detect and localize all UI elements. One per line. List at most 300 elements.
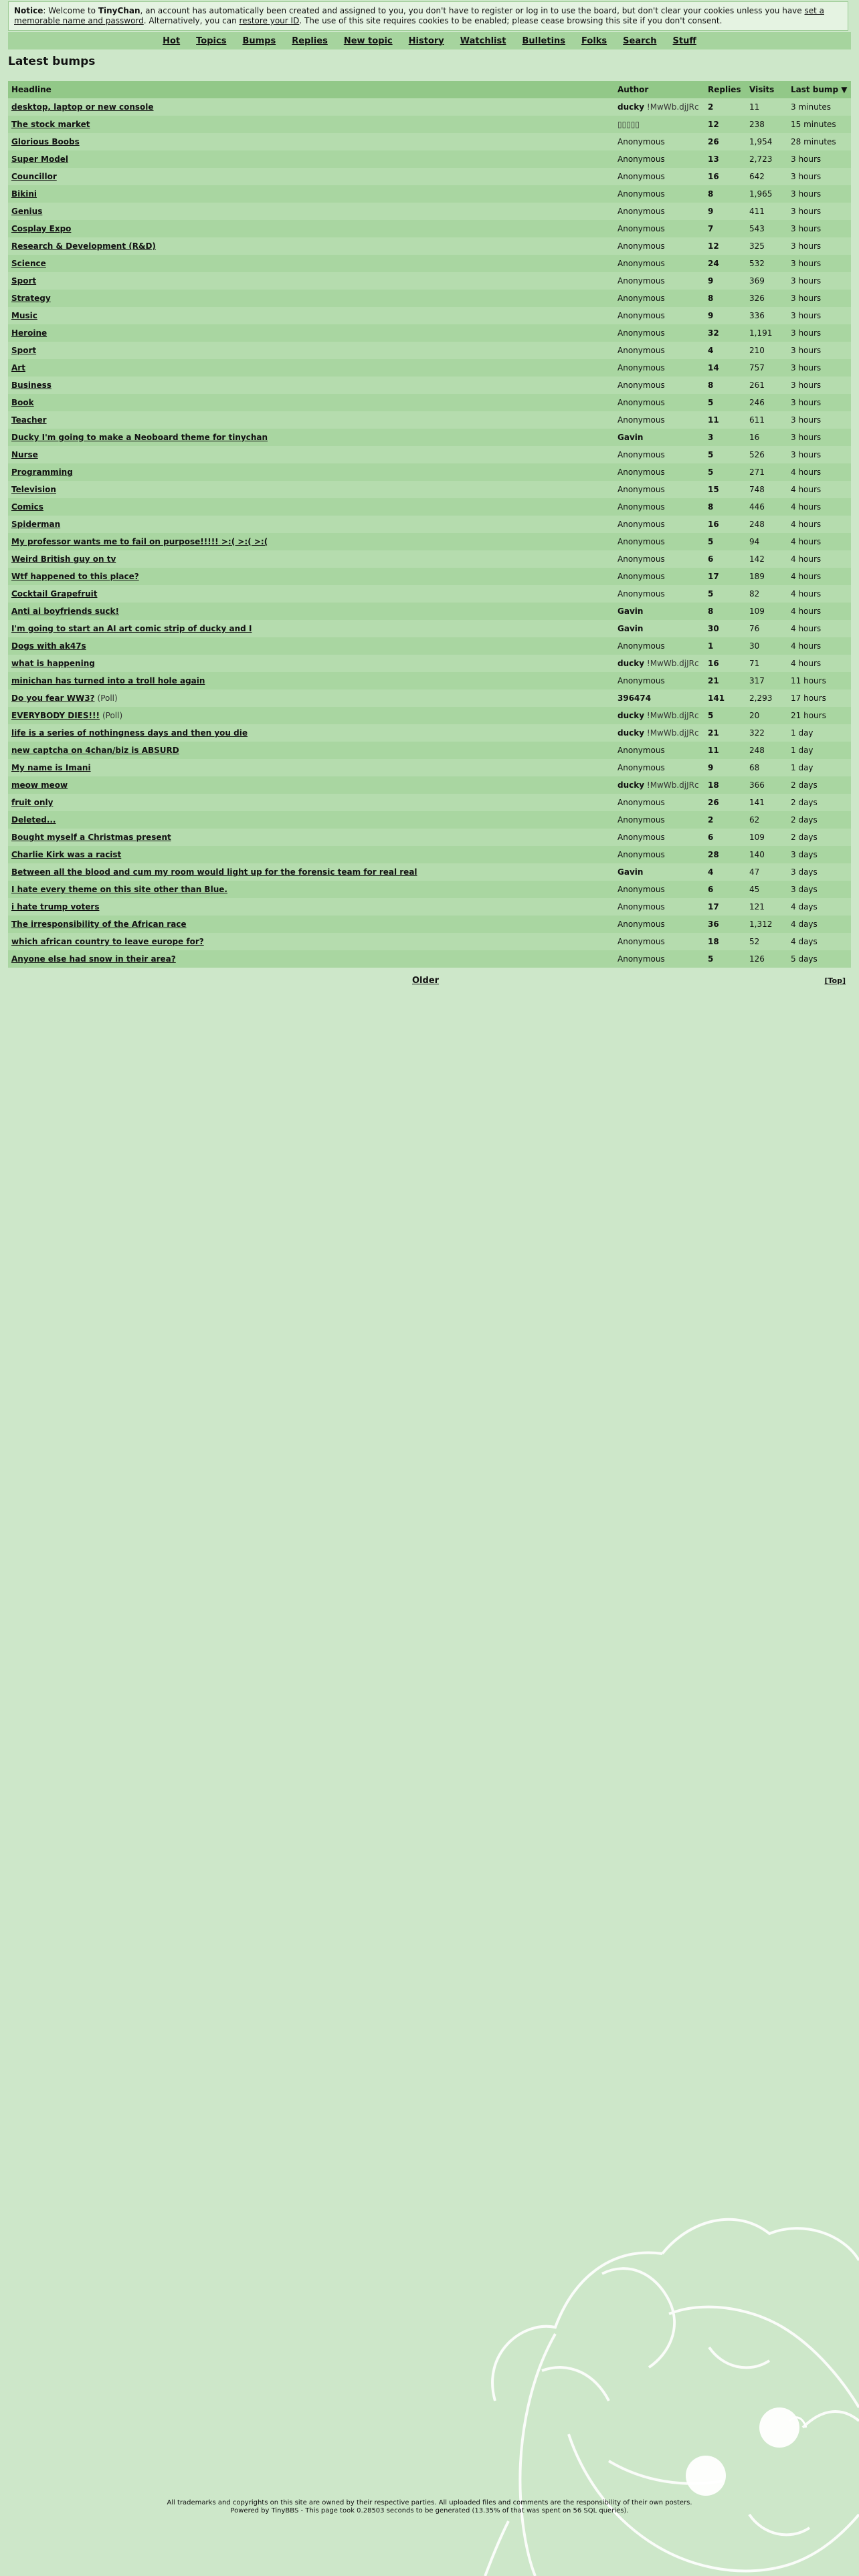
- author-name: Anonymous: [617, 381, 665, 390]
- topic-link[interactable]: Science: [11, 259, 46, 268]
- replies-cell: 5: [704, 950, 746, 968]
- replies-cell: 30: [704, 620, 746, 637]
- visits-cell: 140: [746, 846, 787, 863]
- author-name: Anonymous: [617, 920, 665, 929]
- author-name: Anonymous: [617, 363, 665, 372]
- visits-cell: 45: [746, 881, 787, 898]
- visits-cell: 82: [746, 585, 787, 603]
- author-name: ducky: [617, 780, 645, 790]
- author-cell: [614, 672, 704, 689]
- author-cell: [614, 463, 704, 481]
- headline-cell: [8, 655, 614, 672]
- last-bump-cell: 3 hours: [787, 359, 851, 377]
- last-bump-cell: 3 hours: [787, 446, 851, 463]
- last-bump-cell: 3 hours: [787, 220, 851, 237]
- top-link[interactable]: [Top]: [824, 976, 846, 985]
- visits-cell: 411: [746, 203, 787, 220]
- last-bump-cell: 1 day: [787, 759, 851, 776]
- poll-tag: (Poll): [97, 693, 118, 703]
- replies-cell: 6: [704, 550, 746, 568]
- topic-link[interactable]: new captcha on 4chan/biz is ABSURD: [11, 746, 179, 755]
- table-row: [8, 498, 851, 516]
- headline-cell: [8, 377, 614, 394]
- author-cell: [614, 429, 704, 446]
- replies-cell: 9: [704, 272, 746, 290]
- author-name: Gavin: [617, 867, 644, 877]
- last-bump-cell: 3 hours: [787, 307, 851, 324]
- table-row: [8, 98, 851, 116]
- last-bump-cell: 3 hours: [787, 168, 851, 185]
- author-cell: [614, 498, 704, 516]
- last-bump-cell: 3 hours: [787, 150, 851, 168]
- author-cell: [614, 794, 704, 811]
- headline-cell: [8, 411, 614, 429]
- author-cell: [614, 568, 704, 585]
- replies-cell: 16: [704, 516, 746, 533]
- replies-cell: 6: [704, 829, 746, 846]
- topic-link[interactable]: Business: [11, 381, 52, 390]
- notice-text: . Alternatively, you can: [143, 16, 240, 25]
- author-name: Anonymous: [617, 450, 665, 459]
- column-header-last-bump[interactable]: Last bump ▼: [787, 81, 851, 98]
- headline-cell: [8, 516, 614, 533]
- menu-item-bulletins[interactable]: Bulletins: [522, 35, 566, 46]
- headline-cell: [8, 168, 614, 185]
- topic-link[interactable]: EVERYBODY DIES!!!: [11, 711, 100, 720]
- visits-cell: 16: [746, 429, 787, 446]
- author-cell: [614, 950, 704, 968]
- table-row: [8, 637, 851, 655]
- last-bump-cell: 2 days: [787, 776, 851, 794]
- replies-cell: 5: [704, 446, 746, 463]
- headline-cell: [8, 394, 614, 411]
- replies-cell: 3: [704, 429, 746, 446]
- replies-cell: 18: [704, 776, 746, 794]
- author-cell: [614, 533, 704, 550]
- author-cell: [614, 237, 704, 255]
- author-name: Anonymous: [617, 641, 665, 651]
- headline-cell: [8, 916, 614, 933]
- table-row: [8, 481, 851, 498]
- topic-link[interactable]: Sport: [11, 276, 37, 286]
- author-cell: [614, 394, 704, 411]
- topic-link[interactable]: Comics: [11, 502, 43, 512]
- headline-cell: [8, 446, 614, 463]
- visits-cell: 210: [746, 342, 787, 359]
- author-cell: [614, 585, 704, 603]
- author-tripcode: ▯▯▯▯▯: [617, 120, 640, 129]
- last-bump-cell: 3 hours: [787, 203, 851, 220]
- table-row: [8, 724, 851, 742]
- topic-link[interactable]: Glorious Boobs: [11, 137, 80, 146]
- table-row: [8, 689, 851, 707]
- author-cell: [614, 290, 704, 307]
- author-name: Anonymous: [617, 241, 665, 251]
- topic-link[interactable]: what is happening: [11, 659, 95, 668]
- notice-site-name: TinyChan: [98, 6, 140, 15]
- visits-cell: 1,191: [746, 324, 787, 342]
- menu-item-history[interactable]: History: [408, 35, 444, 46]
- author-name: Anonymous: [617, 902, 665, 911]
- author-name: Anonymous: [617, 746, 665, 755]
- author-name: Anonymous: [617, 676, 665, 685]
- table-row: [8, 829, 851, 846]
- author-cell: [614, 185, 704, 203]
- replies-cell: 5: [704, 394, 746, 411]
- author-name: Anonymous: [617, 276, 665, 286]
- author-name: Anonymous: [617, 259, 665, 268]
- replies-cell: 13: [704, 150, 746, 168]
- visits-cell: 238: [746, 116, 787, 133]
- topic-link[interactable]: My professor wants me to fail on purpose!!!!! >:( >:( >:(: [11, 537, 268, 546]
- topic-link[interactable]: Heroine: [11, 328, 47, 338]
- replies-cell: 12: [704, 237, 746, 255]
- headline-cell: [8, 290, 614, 307]
- footer-powered-by: Powered by TinyBBS - This page took 0.28503 seconds to be generated (13.35% of that was spent on 56 SQL queries).: [230, 2507, 629, 2514]
- topic-link[interactable]: Programming: [11, 467, 73, 477]
- last-bump-cell: 2 days: [787, 794, 851, 811]
- table-row: [8, 672, 851, 689]
- visits-cell: 526: [746, 446, 787, 463]
- table-row: [8, 933, 851, 950]
- table-row: [8, 742, 851, 759]
- table-row: [8, 237, 851, 255]
- author-name: ducky: [617, 711, 645, 720]
- visits-cell: 748: [746, 481, 787, 498]
- topic-link[interactable]: Spiderman: [11, 520, 61, 529]
- author-cell: [614, 307, 704, 324]
- last-bump-cell: 3 days: [787, 846, 851, 863]
- visits-cell: 2,723: [746, 150, 787, 168]
- topic-link[interactable]: The irresponsibility of the African race: [11, 920, 187, 929]
- menu-item-new-topic[interactable]: New topic: [343, 35, 393, 46]
- last-bump-cell: 4 hours: [787, 655, 851, 672]
- table-row: [8, 898, 851, 916]
- author-name: Anonymous: [617, 833, 665, 842]
- replies-cell: 28: [704, 846, 746, 863]
- topic-link[interactable]: Bought myself a Christmas present: [11, 833, 171, 842]
- last-bump-cell: 15 minutes: [787, 116, 851, 133]
- replies-cell: 9: [704, 759, 746, 776]
- replies-cell: 26: [704, 794, 746, 811]
- topic-link[interactable]: Anti ai boyfriends suck!: [11, 607, 119, 616]
- table-row: [8, 776, 851, 794]
- visits-cell: 20: [746, 707, 787, 724]
- visits-cell: 248: [746, 516, 787, 533]
- column-header-headline: Headline: [8, 81, 614, 98]
- visits-cell: 76: [746, 620, 787, 637]
- table-row: [8, 359, 851, 377]
- last-bump-cell: 3 hours: [787, 290, 851, 307]
- author-cell: [614, 863, 704, 881]
- topic-link[interactable]: Strategy: [11, 294, 51, 303]
- author-name: Anonymous: [617, 294, 665, 303]
- author-name: Anonymous: [617, 207, 665, 216]
- last-bump-cell: 1 day: [787, 724, 851, 742]
- replies-cell: 12: [704, 116, 746, 133]
- menu-item-hot[interactable]: Hot: [163, 35, 181, 46]
- table-row: [8, 950, 851, 968]
- topic-link[interactable]: Ducky I'm going to make a Neoboard theme for tinychan: [11, 433, 268, 442]
- author-name: Anonymous: [617, 885, 665, 894]
- last-bump-cell: 3 hours: [787, 272, 851, 290]
- menu-item-topics[interactable]: Topics: [196, 35, 227, 46]
- set-memorable-name-link[interactable]: set a memorable name and password: [14, 6, 824, 25]
- author-cell: [614, 759, 704, 776]
- visits-cell: 1,965: [746, 185, 787, 203]
- topic-link[interactable]: Nurse: [11, 450, 38, 459]
- headline-cell: [8, 881, 614, 898]
- visits-cell: 142: [746, 550, 787, 568]
- topic-link[interactable]: Sport: [11, 346, 37, 355]
- headline-cell: [8, 603, 614, 620]
- menu-item-search[interactable]: Search: [623, 35, 657, 46]
- author-name: ducky: [617, 102, 645, 112]
- last-bump-cell: 17 hours: [787, 689, 851, 707]
- replies-cell: 36: [704, 916, 746, 933]
- topic-link[interactable]: Cocktail Grapefruit: [11, 589, 98, 599]
- topic-link[interactable]: Genius: [11, 207, 43, 216]
- author-cell: [614, 689, 704, 707]
- topic-link[interactable]: Dogs with ak47s: [11, 641, 86, 651]
- table-row: [8, 585, 851, 603]
- headline-cell: [8, 950, 614, 968]
- last-bump-cell: 4 hours: [787, 463, 851, 481]
- last-bump-cell: 4 days: [787, 898, 851, 916]
- notice-label: Notice: [14, 6, 43, 15]
- author-name: Anonymous: [617, 798, 665, 807]
- replies-cell: 9: [704, 203, 746, 220]
- headline-cell: [8, 689, 614, 707]
- topic-link[interactable]: Teacher: [11, 415, 47, 425]
- headline-cell: [8, 724, 614, 742]
- topic-link[interactable]: Anyone else had snow in their area?: [11, 954, 176, 964]
- replies-cell: 6: [704, 881, 746, 898]
- replies-cell: 18: [704, 933, 746, 950]
- replies-cell: 7: [704, 220, 746, 237]
- author-cell: [614, 342, 704, 359]
- footer-copyright: All trademarks and copyrights on this site are owned by their respective parties. All uploaded files and comments are the responsibility of their own posters.: [167, 2499, 692, 2506]
- last-bump-cell: 4 hours: [787, 550, 851, 568]
- visits-cell: 248: [746, 742, 787, 759]
- author-cell: [614, 550, 704, 568]
- visits-cell: 2,293: [746, 689, 787, 707]
- author-name: Anonymous: [617, 815, 665, 825]
- headline-cell: [8, 637, 614, 655]
- last-bump-cell: 4 days: [787, 933, 851, 950]
- menu-item-folks[interactable]: Folks: [581, 35, 607, 46]
- author-cell: [614, 98, 704, 116]
- author-tripcode: !MwWb.djJRc: [646, 659, 699, 668]
- headline-cell: [8, 116, 614, 133]
- table-row: [8, 568, 851, 585]
- topic-link[interactable]: My name is Imani: [11, 763, 91, 772]
- author-tripcode: !MwWb.djJRc: [646, 711, 699, 720]
- last-bump-cell: 3 hours: [787, 324, 851, 342]
- replies-cell: 17: [704, 568, 746, 585]
- menu-item-replies[interactable]: Replies: [292, 35, 328, 46]
- author-cell: [614, 516, 704, 533]
- visits-cell: 325: [746, 237, 787, 255]
- replies-cell: 11: [704, 742, 746, 759]
- author-cell: [614, 255, 704, 272]
- restore-id-link[interactable]: restore your ID: [239, 16, 300, 25]
- table-row: [8, 429, 851, 446]
- author-name: Anonymous: [617, 467, 665, 477]
- menu-item-stuff[interactable]: Stuff: [672, 35, 696, 46]
- author-cell: [614, 811, 704, 829]
- topic-link[interactable]: Book: [11, 398, 34, 407]
- replies-cell: 17: [704, 898, 746, 916]
- visits-cell: 52: [746, 933, 787, 950]
- replies-cell: 26: [704, 133, 746, 150]
- author-name: Anonymous: [617, 346, 665, 355]
- footer: [0, 2499, 859, 2515]
- menu-item-bumps[interactable]: Bumps: [242, 35, 276, 46]
- author-name: Anonymous: [617, 572, 665, 581]
- visits-cell: 30: [746, 637, 787, 655]
- headline-cell: [8, 829, 614, 846]
- table-row: [8, 846, 851, 863]
- author-cell: [614, 116, 704, 133]
- older-page-link[interactable]: Older: [412, 976, 440, 986]
- headline-cell: [8, 272, 614, 290]
- menu-item-watchlist[interactable]: Watchlist: [460, 35, 506, 46]
- headline-cell: [8, 585, 614, 603]
- last-bump-cell: 2 days: [787, 829, 851, 846]
- author-tripcode: !MwWb.djJRc: [646, 102, 699, 112]
- headline-cell: [8, 811, 614, 829]
- table-row: [8, 533, 851, 550]
- topic-link[interactable]: Bikini: [11, 189, 37, 199]
- topic-link[interactable]: life is a series of nothingness days and then you die: [11, 728, 248, 738]
- table-row: [8, 290, 851, 307]
- visits-cell: 366: [746, 776, 787, 794]
- author-name: ducky: [617, 659, 645, 668]
- topic-link[interactable]: I hate every theme on this site other than Blue.: [11, 885, 227, 894]
- last-bump-cell: 4 hours: [787, 585, 851, 603]
- author-name: Anonymous: [617, 311, 665, 320]
- last-bump-cell: 4 hours: [787, 533, 851, 550]
- author-name: Gavin: [617, 624, 644, 633]
- topic-link[interactable]: Research & Development (R&D): [11, 241, 156, 251]
- last-bump-cell: 3 hours: [787, 394, 851, 411]
- main-menu: [8, 32, 851, 49]
- visits-cell: 47: [746, 863, 787, 881]
- table-row: [8, 394, 851, 411]
- topic-link[interactable]: minichan has turned into a troll hole again: [11, 676, 205, 685]
- last-bump-cell: 11 hours: [787, 672, 851, 689]
- replies-cell: 16: [704, 655, 746, 672]
- topic-link[interactable]: Between all the blood and cum my room would light up for the forensic team for real real: [11, 867, 417, 877]
- topic-link[interactable]: i hate trump voters: [11, 902, 100, 911]
- last-bump-cell: 4 hours: [787, 516, 851, 533]
- table-row: [8, 620, 851, 637]
- table-row: [8, 342, 851, 359]
- topic-link[interactable]: Do you fear WW3?: [11, 693, 95, 703]
- last-bump-cell: 4 hours: [787, 620, 851, 637]
- topic-link[interactable]: Wtf happened to this place?: [11, 572, 139, 581]
- column-header-visits: Visits: [746, 81, 787, 98]
- headline-cell: [8, 220, 614, 237]
- author-name: Anonymous: [617, 537, 665, 546]
- author-cell: [614, 603, 704, 620]
- replies-cell: 15: [704, 481, 746, 498]
- replies-cell: 21: [704, 724, 746, 742]
- author-cell: [614, 846, 704, 863]
- visits-cell: 757: [746, 359, 787, 377]
- page-title: Latest bumps: [8, 55, 96, 68]
- author-cell: [614, 133, 704, 150]
- table-row: [8, 272, 851, 290]
- visits-cell: 326: [746, 290, 787, 307]
- table-row: [8, 220, 851, 237]
- topic-link[interactable]: desktop, laptop or new console: [11, 102, 154, 112]
- topic-link[interactable]: Music: [11, 311, 37, 320]
- last-bump-cell: 4 hours: [787, 637, 851, 655]
- visits-cell: 543: [746, 220, 787, 237]
- visits-cell: 317: [746, 672, 787, 689]
- topic-link[interactable]: meow meow: [11, 780, 68, 790]
- headline-cell: [8, 237, 614, 255]
- replies-cell: 24: [704, 255, 746, 272]
- replies-cell: 5: [704, 585, 746, 603]
- replies-cell: 8: [704, 185, 746, 203]
- topic-link[interactable]: The stock market: [11, 120, 90, 129]
- headline-cell: [8, 185, 614, 203]
- table-row: [8, 307, 851, 324]
- notice-text: . The use of this site requires cookies to be enabled; please cease browsing this site if you don't consent.: [299, 16, 723, 25]
- last-bump-cell: 3 hours: [787, 411, 851, 429]
- table-row: [8, 185, 851, 203]
- table-row: [8, 377, 851, 394]
- replies-cell: 5: [704, 533, 746, 550]
- author-cell: [614, 203, 704, 220]
- author-name: 396474: [617, 693, 652, 703]
- replies-cell: 8: [704, 498, 746, 516]
- headline-cell: [8, 846, 614, 863]
- topic-link[interactable]: Television: [11, 485, 56, 494]
- headline-cell: [8, 794, 614, 811]
- author-cell: [614, 707, 704, 724]
- table-row: [8, 463, 851, 481]
- topic-link[interactable]: fruit only: [11, 798, 54, 807]
- table-row: [8, 150, 851, 168]
- replies-cell: 2: [704, 811, 746, 829]
- headline-cell: [8, 133, 614, 150]
- replies-cell: 141: [704, 689, 746, 707]
- topic-link[interactable]: Charlie Kirk was a racist: [11, 850, 122, 859]
- headline-cell: [8, 550, 614, 568]
- topic-link[interactable]: Deleted...: [11, 815, 56, 825]
- topic-link[interactable]: Art: [11, 363, 25, 372]
- headline-cell: [8, 620, 614, 637]
- column-header-author: Author: [614, 81, 704, 98]
- visits-cell: 109: [746, 603, 787, 620]
- topic-link[interactable]: Super Model: [11, 154, 69, 164]
- topic-link[interactable]: I'm going to start an AI art comic strip of ducky and I: [11, 624, 252, 633]
- author-cell: [614, 637, 704, 655]
- last-bump-cell: 4 hours: [787, 498, 851, 516]
- topic-link[interactable]: Councillor: [11, 172, 57, 181]
- topic-link[interactable]: Cosplay Expo: [11, 224, 72, 233]
- mascot-watermark-image: [468, 1097, 859, 2576]
- author-name: ducky: [617, 728, 645, 738]
- topic-link[interactable]: which african country to leave europe for?: [11, 937, 204, 946]
- last-bump-cell: 3 minutes: [787, 98, 851, 116]
- headline-cell: [8, 203, 614, 220]
- topic-link[interactable]: Weird British guy on tv: [11, 554, 116, 564]
